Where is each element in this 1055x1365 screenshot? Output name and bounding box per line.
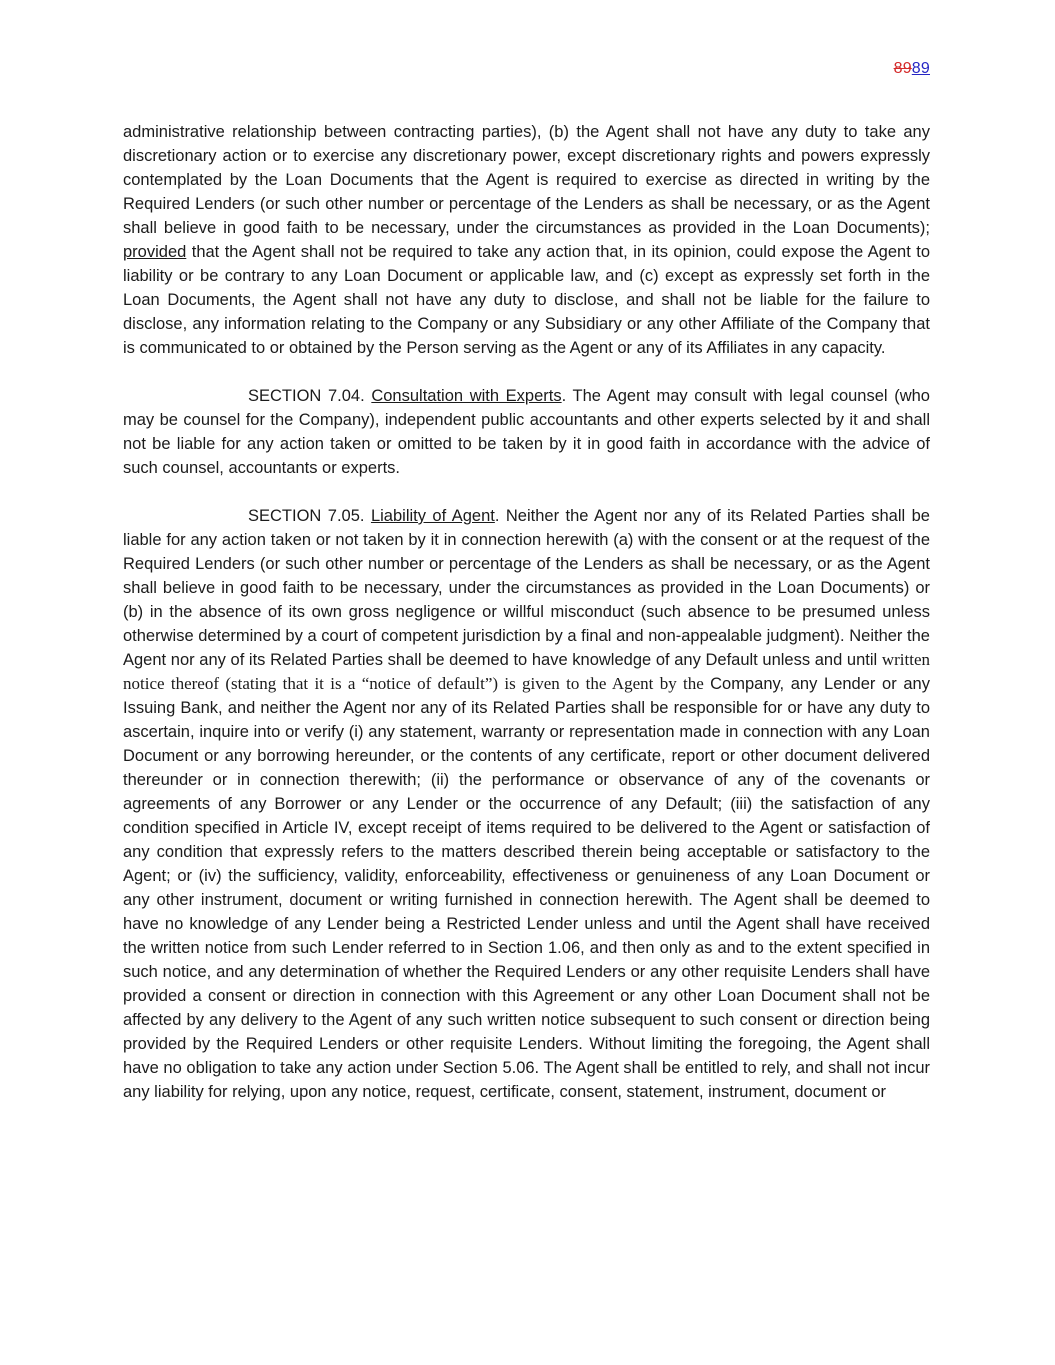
text-run: Consultation with Experts [371, 387, 562, 405]
text-run: Liability of Agent [370, 507, 495, 525]
text-run: provided [123, 243, 187, 261]
paragraph [123, 504, 930, 1104]
text-run: that the Agent shall not be required to take any action that, in its opinion, could expose the Agent to liability or be contrary to any Loan Document or applicable law, and (c) except as expressly set forth in the Loan Documents, the Agent shall not have any duty to disclose, and shall not be liable for the failure to disclose, any information relating to the Company or any Subsidiary or any other Affiliate of the Company that is communicated to or obtained by the Person serving as the Agent or any of its Affiliates in any capacity. [123, 243, 930, 357]
paragraph [123, 384, 930, 480]
document-body [123, 120, 930, 1128]
text-run: SECTION 7.04. [248, 387, 372, 405]
page-number-deleted: 89 [893, 60, 912, 77]
page-number-inserted: 89 [911, 60, 930, 77]
text-run: . Neither the Agent nor any of its Related Parties shall be liable for any action taken or not taken by it in connection herewith (a) with the consent or at the request of the Required Lenders (or such other number or percentage of the Lenders as shall be necessary, or as the Agent shall believe in good faith to be necessary, under the circumstances as provided in the Loan Documents) or (b) in the absence of its own gross negligence or willful misconduct (such absence to be presumed unless otherwise determined by a court of competent jurisdiction by a final and non-appealable judgment). Neither the Agent nor any of its Related Parties shall be deemed to have knowledge of any Default unless and until [123, 507, 930, 669]
page-number [894, 60, 930, 78]
text-run: administrative relationship between contracting parties), (b) the Agent shall not have any duty to take any discretionary action or to exercise any discretionary power, except discretionary rights and powers expressly contemplated by the Loan Documents that the Agent is required to exercise as directed in writing by the Required Lenders (or such other number or percentage of the Lenders as shall be necessary, or as the Agent shall believe in good faith to be necessary, under the circumstances as provided in the Loan Documents); [123, 123, 930, 237]
text-run: . The Agent may consult with legal counsel (who may be counsel for the Company), independent public accountants and other experts selected by it and shall not be liable for any action taken or omitted to be taken by it in good faith in accordance with the advice of such counsel, accountants or experts. [123, 387, 930, 477]
text-run: SECTION 7.05. [248, 507, 371, 525]
paragraph [123, 120, 930, 360]
text-run: written notice thereof (stating that it is a “notice of default”) is given to the Agent by the [123, 650, 930, 693]
text-run: Company, any Lender or any Issuing Bank, and neither the Agent nor any of its Related Parties shall be responsible for or have any duty to ascertain, inquire into or verify (i) any statement, warranty or representation made in connection with any Loan Document or any borrowing hereunder, or the contents of any certificate, report or other document delivered thereunder or in connection therewith; (ii) the performance or observance of any of the covenants or agreements of any Borrower or any Lender or the occurrence of any Default; (iii) the satisfaction of any condition specified in Article IV, except receipt of items required to be delivered to the Agent or satisfaction of any condition that expressly refers to the matters described therein being acceptable or satisfactory to the Agent; or (iv) the sufficiency, validity, enforceability, effectiveness or genuineness of any Loan Document or any other instrument, document or writing furnished in connection herewith. The Agent shall be deemed to have no knowledge of any Lender being a Restricted Lender unless and until the Agent shall have received the written notice from such Lender referred to in Section 1.06, and then only as and to the extent specified in such notice, and any determination of whether the Required Lenders or any other requisite Lenders shall have provided a consent or direction in connection with this Agreement or any other Loan Document shall not be affected by any delivery to the Agent of any such written notice subsequent to such consent or direction being provided by the Required Lenders or other requisite Lenders. Without limiting the foregoing, the Agent shall have no obligation to take any action under Section 5.06. The Agent shall be entitled to rely, and shall not incur any liability for relying, upon any notice, request, certificate, consent, statement, instrument, document or [123, 675, 930, 1101]
